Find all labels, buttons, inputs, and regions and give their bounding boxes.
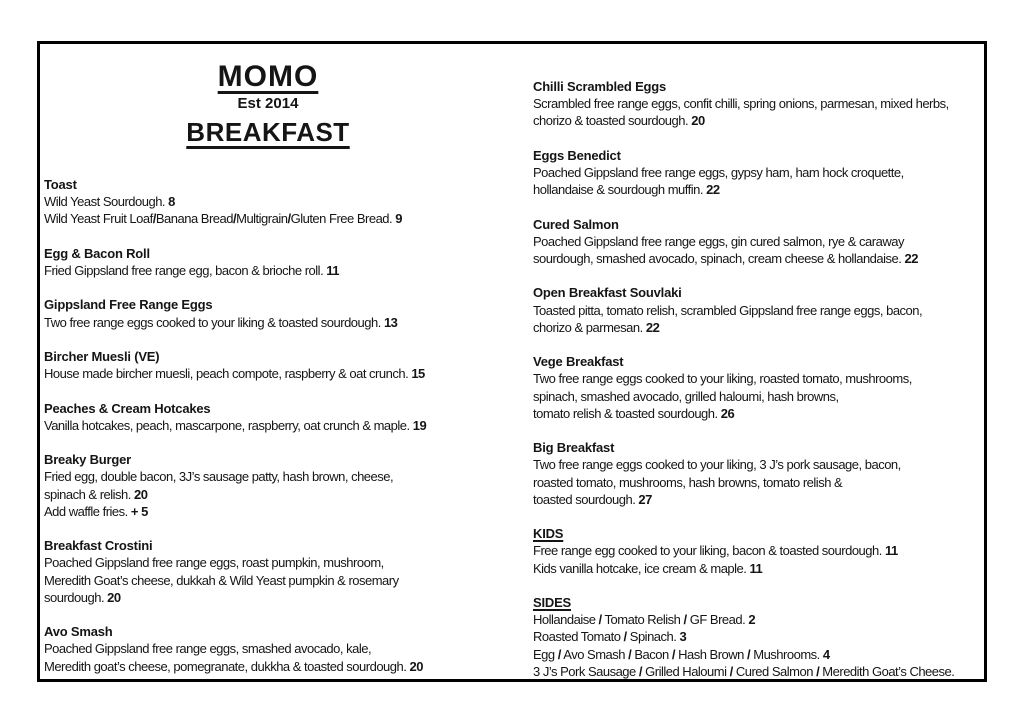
- item-line: hollandaise & sourdough muffin. 22: [533, 182, 720, 198]
- item-line: chorizo & toasted sourdough. 20: [533, 113, 705, 129]
- item-name: Big Breakfast: [533, 440, 615, 456]
- item-line: toasted sourdough. 27: [533, 491, 652, 507]
- item-name: Vege Breakfast: [533, 354, 624, 370]
- menu-item: [533, 147, 987, 199]
- item-line: Meredith goat’s cheese, pomegranate, dukkha & toasted sourdough. 20: [44, 658, 423, 674]
- menu-header: [44, 60, 492, 150]
- menu-item-sides: [533, 594, 987, 680]
- menu-item: [533, 216, 987, 268]
- item-name: KIDS: [533, 526, 564, 542]
- item-line: Wild Yeast Sourdough. 8: [44, 194, 175, 210]
- menu-item: [44, 245, 492, 279]
- item-name: Egg & Bacon Roll: [44, 245, 150, 261]
- item-line: Kids vanilla hotcake, ice cream & maple. 11: [533, 560, 763, 576]
- item-line: Poached Gippsland free range eggs, roast pumpkin, mushroom,: [44, 555, 384, 571]
- item-line: Roasted Tomato / Spinach. 3: [533, 629, 687, 645]
- item-line: spinach, smashed avocado, grilled haloumi, hash browns,: [533, 388, 839, 404]
- item-name: Avo Smash: [44, 624, 113, 640]
- item-line: tomato relish & toasted sourdough. 26: [533, 405, 735, 421]
- menu-item: [44, 451, 492, 520]
- item-name: Breakfast Crostini: [44, 538, 153, 554]
- item-line: chorizo & parmesan. 22: [533, 319, 660, 335]
- item-line: spinach & relish. 20: [44, 486, 148, 502]
- item-line: Scrambled free range eggs, confit chilli, spring onions, parmesan, mixed herbs,: [533, 96, 949, 112]
- item-name: Chilli Scrambled Eggs: [533, 79, 667, 94]
- item-name: Gippsland Free Range Eggs: [44, 297, 213, 313]
- menu-item: [44, 400, 492, 434]
- menu-item-kids: [533, 525, 987, 577]
- item-line: Two free range eggs cooked to your liking & toasted sourdough. 13: [44, 314, 398, 330]
- item-line: Meredith Goat’s cheese, dukkah & Wild Yeast pumpkin & rosemary: [44, 572, 399, 588]
- item-line: Two free range eggs cooked to your liking, roasted tomato, mushrooms,: [533, 371, 912, 387]
- established-text: Est 2014: [237, 95, 299, 112]
- item-line: Wild Yeast Fruit Loaf/Banana Bread/Multigrain/Gluten Free Bread. 9: [44, 211, 402, 227]
- item-line: sourdough. 20: [44, 589, 121, 605]
- item-line: Vanilla hotcakes, peach, mascarpone, raspberry, oat crunch & maple. 19: [44, 417, 427, 433]
- menu-item: [44, 623, 492, 675]
- menu-item: [44, 348, 492, 382]
- menu-item: [44, 537, 492, 606]
- item-name: Open Breakfast Souvlaki: [533, 285, 682, 301]
- menu-item: [533, 353, 987, 422]
- restaurant-name: MOMO: [217, 60, 319, 93]
- item-name: Breaky Burger: [44, 452, 131, 468]
- menu-item: [44, 296, 492, 330]
- menu-item: [533, 78, 987, 130]
- menu-title: BREAKFAST: [186, 117, 350, 147]
- item-line: Fried egg, double bacon, 3J’s sausage patty, hash brown, cheese,: [44, 469, 394, 485]
- item-name: Toast: [44, 177, 77, 192]
- item-name: Eggs Benedict: [533, 147, 621, 163]
- item-line: 3 J’s Pork Sausage / Grilled Haloumi / Cured Salmon / Meredith Goat’s Cheese.: [533, 663, 955, 679]
- item-line: Poached Gippsland free range eggs, gin cured salmon, rye & caraway: [533, 233, 904, 249]
- item-line: Hollandaise / Tomato Relish / GF Bread. 2: [533, 612, 756, 628]
- item-line: Egg / Avo Smash / Bacon / Hash Brown / Mushrooms. 4: [533, 646, 830, 662]
- item-line: Add waffle fries. + 5: [44, 503, 148, 519]
- menu-item: [533, 284, 987, 336]
- item-line: Poached Gippsland free range eggs, gypsy ham, ham hock croquette,: [533, 165, 904, 180]
- item-name: Cured Salmon: [533, 216, 619, 232]
- item-name: Bircher Muesli (VE): [44, 348, 160, 364]
- item-name: Peaches & Cream Hotcakes: [44, 400, 211, 416]
- menu-border-frame: [37, 41, 987, 682]
- item-line: Poached Gippsland free range eggs, smashed avocado, kale,: [44, 641, 372, 657]
- item-line: Free range egg cooked to your liking, bacon & toasted sourdough. 11: [533, 543, 898, 559]
- item-line: sourdough, smashed avocado, spinach, cream cheese & hollandaise. 22: [533, 251, 918, 266]
- menu-item: [44, 176, 492, 228]
- item-line: House made bircher muesli, peach compote, raspberry & oat crunch. 15: [44, 366, 425, 382]
- item-line: Toasted pitta, tomato relish, scrambled Gippsland free range eggs, bacon,: [533, 302, 923, 318]
- item-line: roasted tomato, mushrooms, hash browns, tomato relish &: [533, 474, 843, 490]
- item-line: Fried Gippsland free range egg, bacon & brioche roll. 11: [44, 263, 340, 278]
- item-name: SIDES: [533, 594, 572, 610]
- left-column: [44, 60, 492, 692]
- menu-item: [533, 439, 987, 508]
- item-line: Two free range eggs cooked to your liking, 3 J’s pork sausage, bacon,: [533, 457, 901, 473]
- right-column: [533, 78, 987, 697]
